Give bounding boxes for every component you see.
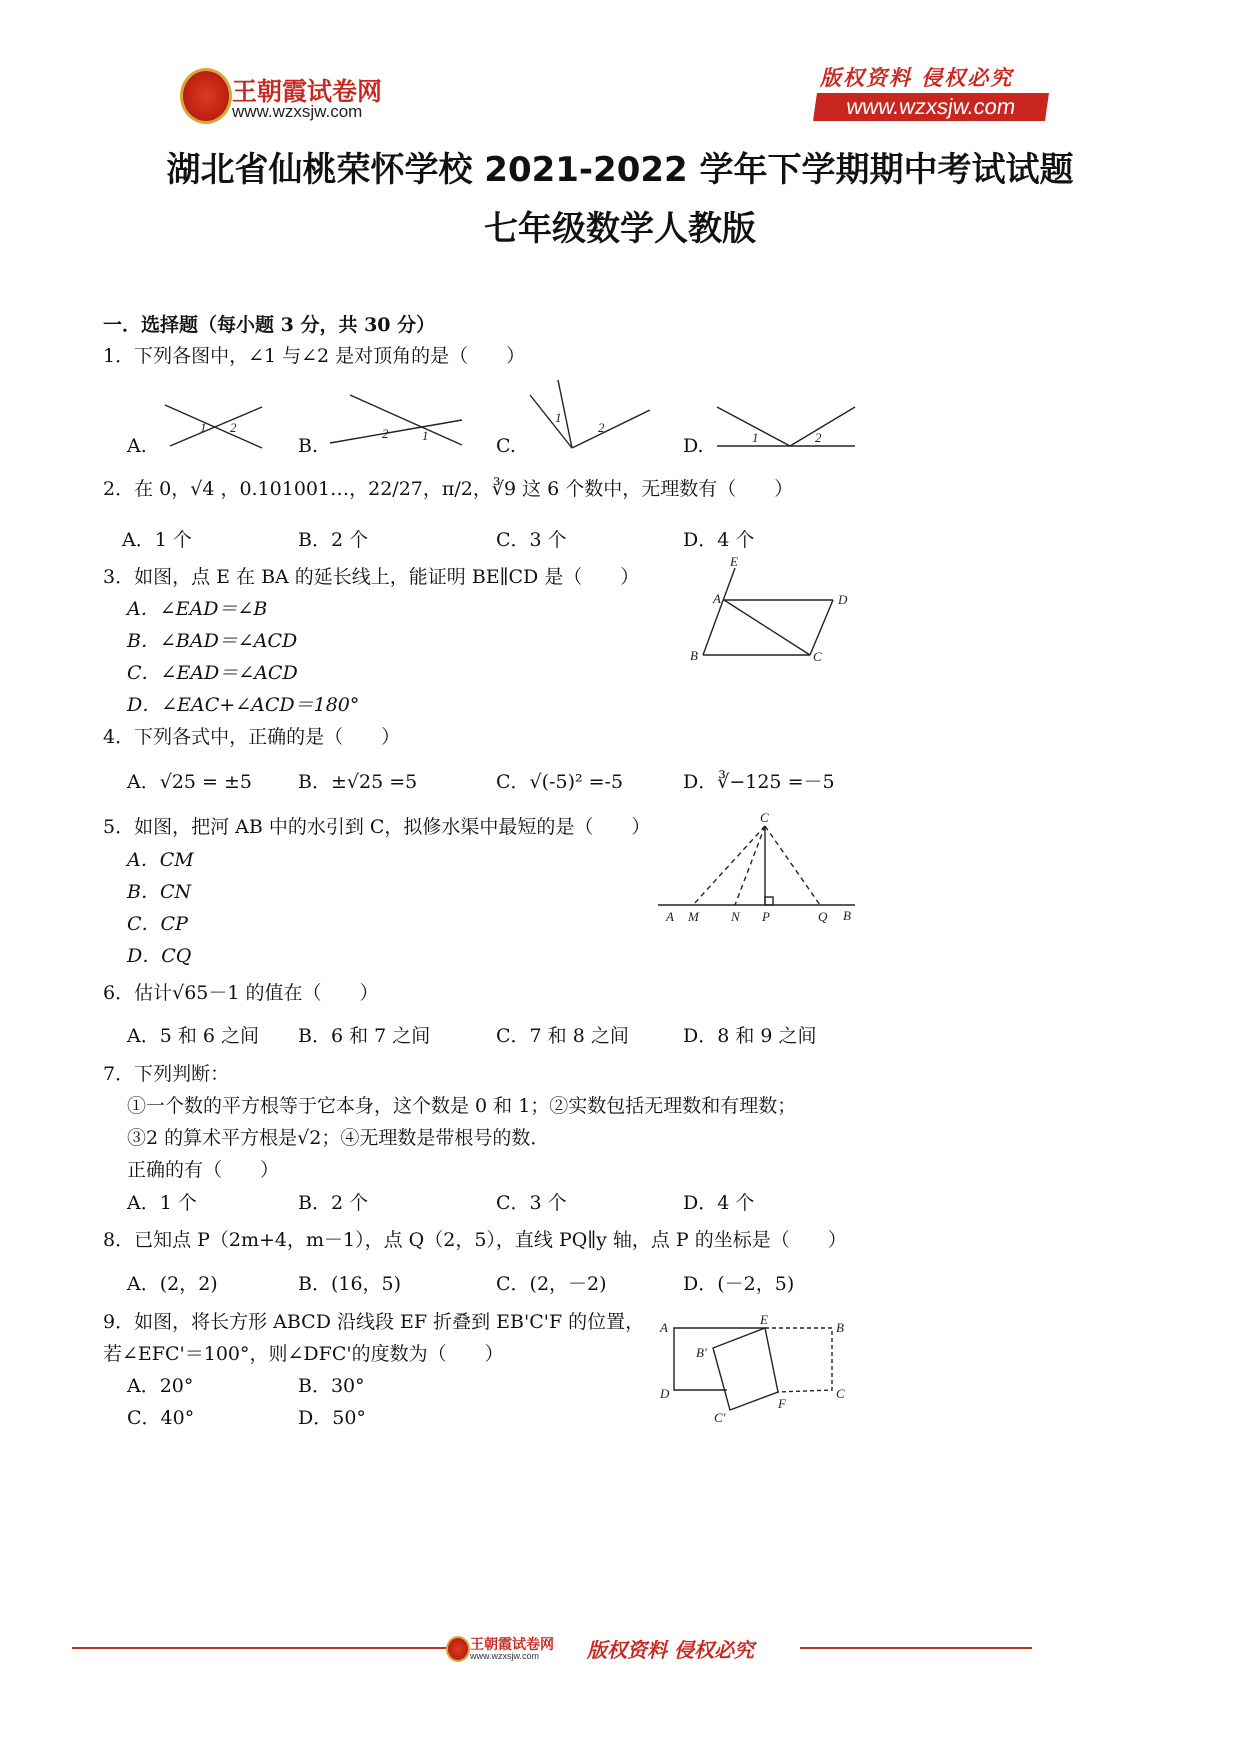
q9-label-f: F	[778, 1396, 786, 1411]
q1-label-1: 1	[200, 420, 207, 435]
q9-label-a: A	[660, 1320, 668, 1335]
q1-label-2: 2	[230, 420, 237, 435]
q3-opt-c: C．∠EAD＝∠ACD	[127, 662, 298, 684]
title-line1: 湖北省仙桃荣怀学校 2021-2022 学年下学期期中考试试题	[166, 150, 1074, 190]
footer-url[interactable]: www.wzxsjw.com	[470, 1651, 540, 1661]
q2-opt-a: A．1 个	[122, 529, 192, 551]
q9-label-b: B	[836, 1320, 844, 1335]
q5-figure	[658, 810, 855, 924]
q5-label-p: P	[762, 909, 770, 924]
q1-c-label-1: 1	[555, 410, 562, 425]
q1-stem: 1．下列各图中，∠1 与∠2 是对顶角的是（ ）	[103, 345, 526, 367]
q4-opt-c: C．√(-5)² =-5	[496, 771, 624, 793]
q3-label-e: E	[730, 554, 738, 569]
q4-opt-b: B．±√25 =5	[298, 771, 418, 793]
footer-divider-left	[72, 1647, 452, 1649]
q4-opt-d: D．∛−125 =－5	[683, 771, 835, 793]
q1-figure-d	[717, 407, 855, 446]
q1-d-label-2: 2	[815, 430, 822, 445]
q1-d-label-1: 1	[752, 430, 759, 445]
q5-label-a: A	[666, 909, 674, 924]
q9-figure	[659, 1312, 845, 1425]
q8-opt-a: A．(2，2)	[127, 1273, 218, 1295]
q9-opt-d: D．50°	[298, 1407, 366, 1429]
q2-stem: 2．在 0，√4 ，0.101001…，22/27，π/2，∛9 这 6 个数中，无理数有（ ）	[103, 478, 794, 500]
q7-opt-d: D．4 个	[683, 1192, 755, 1214]
q7-stem: 7．下列判断：	[103, 1063, 230, 1085]
q9-label-c: C	[836, 1386, 845, 1401]
q8-opt-c: C．(2，－2)	[496, 1273, 607, 1295]
q2-opt-b: B．2 个	[298, 529, 369, 551]
q5-stem: 5．如图，把河 AB 中的水引到 C，拟修水渠中最短的是（ ）	[103, 816, 651, 838]
q1-opt-b: B.	[298, 435, 319, 457]
copyright-slogan: 版权资料 侵权必究	[820, 65, 1014, 90]
q3-opt-d: D．∠EAC+∠ACD＝180°	[127, 694, 360, 716]
q9-label-d: D	[660, 1386, 670, 1401]
q5-opt-a: A．CM	[127, 849, 194, 871]
q5-opt-d: D．CQ	[127, 945, 192, 967]
q5-opt-c: C．CP	[127, 913, 188, 935]
q6-opt-d: D．8 和 9 之间	[683, 1025, 817, 1047]
q9-stem: 9．如图，将长方形 ABCD 沿线段 EF 折叠到 EB'C'F 的位置，	[103, 1311, 645, 1333]
q3-label-d: D	[838, 592, 848, 607]
q1-figure-b	[330, 395, 462, 445]
q3-label-a: A	[713, 591, 721, 606]
q3-label-c: C	[813, 649, 822, 664]
q1-figure-a	[165, 405, 262, 448]
footer-slogan: 版权资料 侵权必究	[587, 1638, 754, 1662]
q6-opt-c: C．7 和 8 之间	[496, 1025, 629, 1047]
q7-opt-a: A．1 个	[127, 1192, 197, 1214]
q9-label-c-prime: C'	[714, 1410, 726, 1425]
q5-label-q: Q	[818, 909, 828, 924]
q1-opt-a: A.	[127, 435, 147, 457]
q3-opt-b: B．∠BAD＝∠ACD	[127, 630, 298, 652]
q3-opt-a: A．∠EAD＝∠B	[127, 598, 268, 620]
q1-opt-d: D.	[683, 435, 704, 457]
q4-opt-a: A．√25 = ±5	[127, 771, 253, 793]
q8-opt-d: D．(－2，5)	[683, 1273, 795, 1295]
q6-stem: 6．估计√65－1 的值在（ ）	[103, 982, 379, 1004]
q2-opt-c: C．3 个	[496, 529, 567, 551]
q9-line2: 若∠EFC'＝100°，则∠DFC'的度数为（ ）	[103, 1343, 504, 1365]
url-banner[interactable]: www.wzxsjw.com	[813, 93, 1049, 121]
q1-c-label-2: 2	[598, 420, 605, 435]
q8-opt-b: B．(16，5)	[298, 1273, 402, 1295]
q5-label-n: N	[731, 909, 740, 924]
brand-url[interactable]: www.wzxsjw.com	[232, 102, 363, 121]
q7-line1: ①一个数的平方根等于它本身，这个数是 0 和 1；②实数包括无理数和有理数；	[127, 1095, 797, 1117]
q5-opt-b: B．CN	[127, 881, 192, 903]
q5-label-m: M	[688, 909, 699, 924]
q1-b-label-2: 2	[382, 426, 389, 441]
q5-label-c: C	[760, 810, 769, 825]
q3-stem: 3．如图，点 E 在 BA 的延长线上，能证明 BE∥CD 是（ ）	[103, 566, 640, 588]
q6-opt-b: B．6 和 7 之间	[298, 1025, 431, 1047]
q1-opt-c: C.	[496, 435, 516, 457]
q9-opt-a: A．20°	[127, 1375, 194, 1397]
q9-label-e: E	[760, 1312, 768, 1327]
q3-label-b: B	[690, 648, 698, 663]
q5-label-b: B	[843, 908, 851, 923]
footer-divider-right	[800, 1647, 1032, 1649]
q9-opt-c: C．40°	[127, 1407, 195, 1429]
q9-opt-b: B．30°	[298, 1375, 365, 1397]
q1-figure-c	[530, 380, 650, 448]
q9-label-b-prime: B'	[696, 1345, 707, 1360]
q7-opt-b: B．2 个	[298, 1192, 369, 1214]
q7-line3: 正确的有（ ）	[127, 1159, 280, 1181]
q7-opt-c: C．3 个	[496, 1192, 567, 1214]
footer-seal-logo	[446, 1636, 470, 1662]
section-heading: 一．选择题（每小题 3 分，共 30 分）	[103, 314, 436, 336]
q6-opt-a: A．5 和 6 之间	[127, 1025, 260, 1047]
title-line2: 七年级数学人教版	[484, 209, 756, 249]
q7-line2: ③2 的算术平方根是√2；④无理数是带根号的数．	[127, 1127, 550, 1149]
q8-stem: 8．已知点 P（2m+4，m－1），点 Q（2，5），直线 PQ∥y 轴，点 P 的坐标是（ ）	[103, 1229, 847, 1251]
q2-opt-d: D．4 个	[683, 529, 755, 551]
q1-b-label-1: 1	[422, 428, 429, 443]
footer-brand: 王朝霞试卷网	[470, 1637, 554, 1653]
brand-name: 王朝霞试卷网	[232, 77, 383, 106]
q4-stem: 4．下列各式中，正确的是（ ）	[103, 726, 401, 748]
q3-figure	[690, 554, 848, 664]
